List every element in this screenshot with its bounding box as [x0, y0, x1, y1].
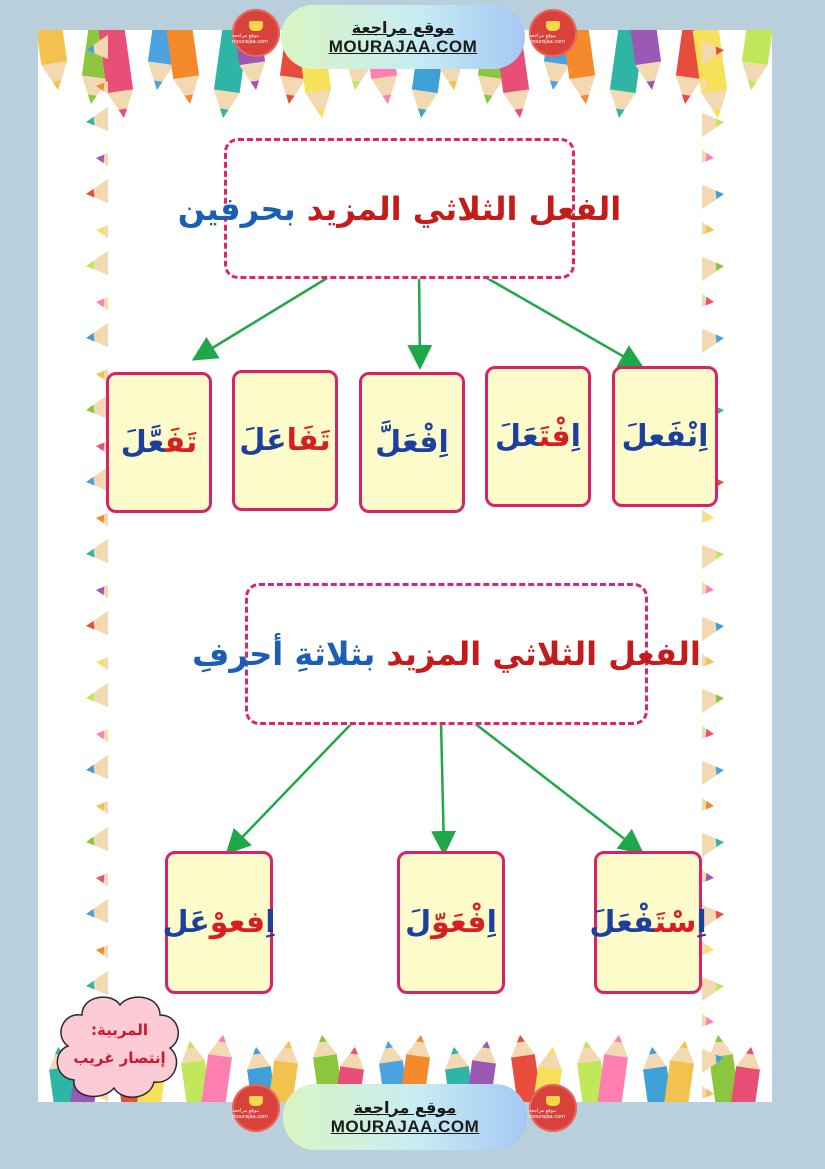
verb-text: اِسْتَفْعَلَ — [589, 905, 707, 940]
watermark-latin: MOURAJAA.COM — [328, 36, 478, 56]
verb-card-4 — [232, 370, 338, 511]
verb-text: تَفَعَّلَ — [120, 425, 198, 460]
verb-card-5 — [106, 372, 212, 513]
section2-title-box — [192, 583, 701, 725]
verb-text: اِفْتَعَلَ — [495, 419, 581, 454]
verb-text: اِفْعَلَّ — [375, 425, 449, 460]
watermark-banner-bottom[interactable] — [283, 1084, 527, 1150]
verb-text: اِفْعَوّلَ — [405, 905, 497, 940]
section1-title: الفعل الثلاثي المزيد بحرفين — [177, 189, 622, 228]
watermark-logo-left-bottom: موقع مراجعة mourajaa.com — [232, 1084, 280, 1132]
verb-text: تَفَاعَلَ — [239, 423, 331, 458]
watermark-banner-top[interactable] — [281, 5, 525, 69]
verb-card-2 — [485, 366, 591, 507]
verb-card-7 — [397, 851, 505, 994]
cup-icon — [249, 21, 263, 31]
watermark-logo-right-top: موقع مراجعة mourajaa.com — [529, 9, 577, 57]
section2-title: الفعل الثلاثي المزيد بثلاثةِ أحرفِ — [192, 635, 701, 673]
arrow-3 — [473, 270, 640, 366]
verb-card-6 — [589, 851, 707, 994]
watermark-latin: MOURAJAA.COM — [330, 1116, 480, 1136]
watermark-arabic: موقع مراجعة — [353, 1097, 457, 1117]
verb-card-3 — [359, 372, 465, 513]
signature-text: المربية: إنتصار غريب — [73, 1021, 166, 1067]
watermark-arabic: موقع مراجعة — [351, 17, 455, 37]
cup-icon — [249, 1096, 263, 1106]
watermark-logo-right-bottom: موقع مراجعة mourajaa.com — [529, 1084, 577, 1132]
arrow-4 — [229, 722, 353, 851]
watermark-logo-left-top: موقع مراجعة mourajaa.com — [232, 9, 280, 57]
verb-text: اِنْفَعلَ — [621, 419, 709, 454]
cup-icon — [546, 1096, 560, 1106]
arrow-2 — [419, 272, 420, 365]
arrow-6 — [473, 722, 640, 851]
arrow-1 — [196, 272, 337, 358]
verb-card-8 — [162, 851, 276, 994]
verb-card-1 — [612, 366, 718, 507]
cup-icon — [546, 21, 560, 31]
verb-text: اِفعوْعَل — [162, 905, 276, 940]
arrow-5 — [441, 722, 444, 851]
section1-title-box — [177, 138, 622, 279]
